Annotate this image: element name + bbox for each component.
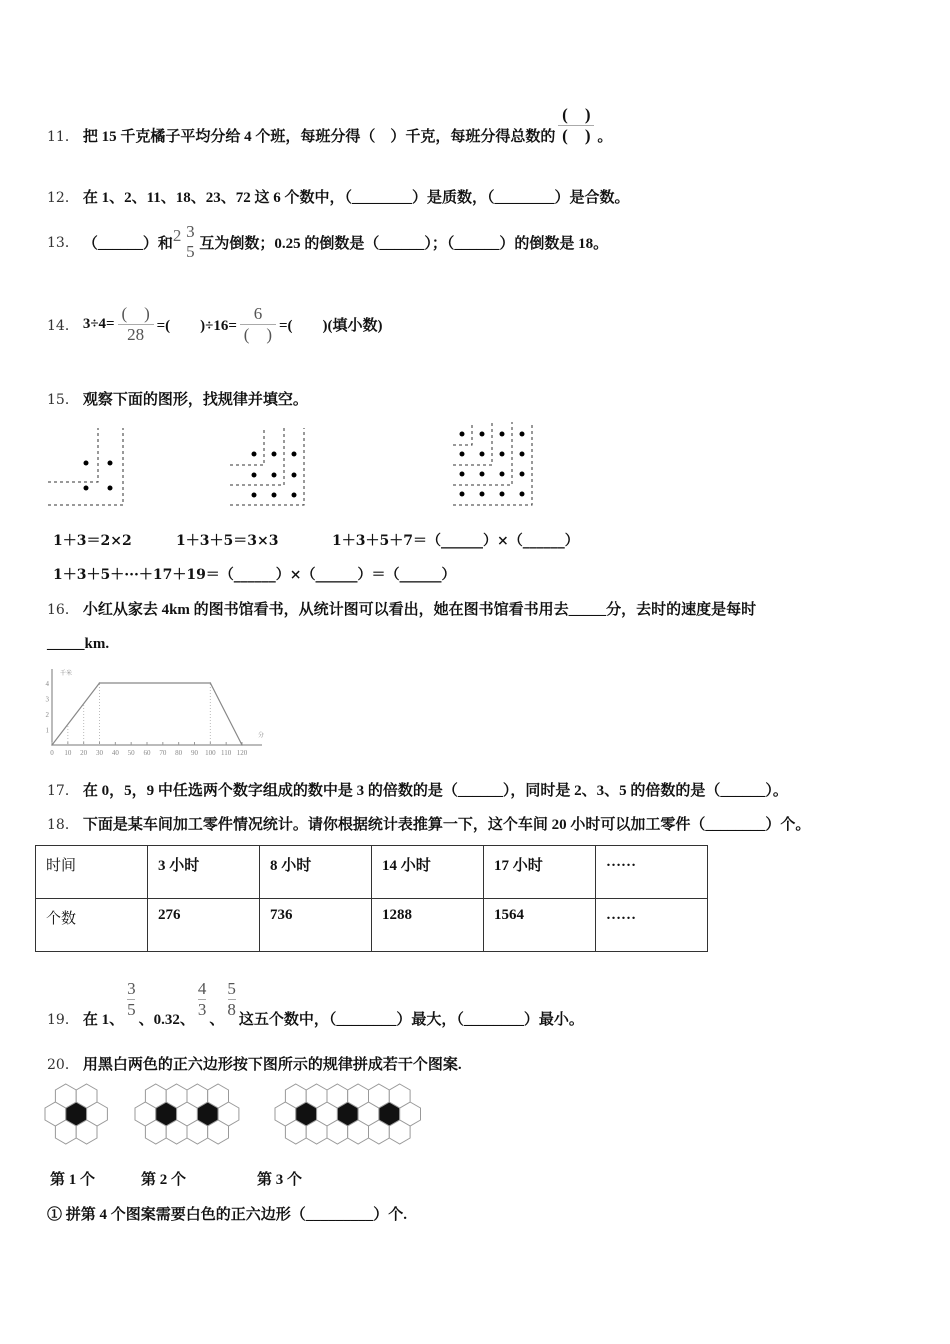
question-text: 互为倒数；0.25 的倒数是（______）；（______）的倒数是 18。	[199, 235, 609, 252]
equation: 1＋3＝2×2	[53, 533, 132, 549]
fraction	[227, 979, 236, 1020]
dot	[500, 452, 505, 457]
table-cell: 736	[260, 899, 372, 952]
question-text: 小红从家去 4km 的图书馆看书，从统计图可以看出，她在图书馆看书用去_____分，去时的速度是每时	[82, 602, 757, 618]
table-cell: ……	[596, 899, 708, 952]
dot	[520, 452, 525, 457]
question-text: 、0.32、	[138, 1012, 195, 1028]
question-text: 用黑白两色的正六边形按下图所示的规律拼成若干个图案.	[82, 1057, 462, 1073]
denominator: 5	[127, 1000, 136, 1019]
table-cell: 14 小时	[372, 846, 484, 899]
x-tick-label: 100	[205, 749, 216, 755]
question-text: （______）和	[82, 235, 173, 252]
question-16	[47, 598, 756, 619]
question-12	[47, 186, 630, 207]
dot-figure-2	[230, 428, 304, 505]
question-number: 20．	[47, 1056, 79, 1073]
equation: 1＋3＋5＝3×3	[176, 533, 279, 549]
question-text: =( )(填小数)	[278, 318, 383, 334]
fraction-blank	[118, 304, 154, 345]
denominator: ( )	[243, 325, 273, 344]
question-17	[47, 779, 788, 800]
pattern-labels	[50, 1168, 302, 1189]
question-text: 下面是某车间加工零件情况统计。请你根据统计表推算一下，这个车间 20 小时可以加工零件（________）个。	[82, 817, 811, 833]
x-tick-label: 70	[159, 749, 167, 755]
question-text: 在 0，5，9 中任选两个数字组成的数中是 3 的倍数的是（______），同时是 2、3、5 的倍数的是（______）。	[82, 783, 788, 799]
x-tick-label: 90	[191, 749, 198, 755]
punctuation: 。	[597, 129, 613, 145]
x-tick-label: 20	[80, 749, 88, 755]
y-tick-label: 3	[45, 695, 49, 704]
numerator: 3	[127, 979, 136, 998]
equation: 1＋3＋5＋···＋17＋19＝（______）×（______）＝（______）	[53, 567, 456, 583]
table-cell: ……	[596, 846, 708, 899]
pattern-label: 第 3 个	[257, 1172, 303, 1188]
y-tick-label: 2	[45, 711, 49, 719]
question-number: 14．	[47, 317, 79, 334]
question-text: _____km.	[47, 636, 110, 652]
pattern-equations-row-2	[53, 564, 456, 584]
question-number: 12．	[47, 189, 79, 206]
pattern-label: 第 2 个	[141, 1172, 187, 1188]
data-point	[99, 682, 101, 684]
dot	[500, 472, 505, 477]
pattern-equations-row-1	[53, 530, 579, 550]
data-point	[51, 744, 53, 746]
dot	[460, 492, 465, 497]
question-text: 在 1、2、11、18、23、72 这 6 个数中，（________）是质数，（________）是合数。	[82, 190, 630, 206]
denominator: ( )	[562, 126, 591, 145]
x-tick-label: 80	[175, 749, 183, 755]
question-text: 这五个数中，（________）最大，（________）最小。	[238, 1012, 584, 1028]
table-cell: 17 小时	[484, 846, 596, 899]
table-cell: 3 小时	[148, 846, 260, 899]
table-cell: 时间	[36, 846, 148, 899]
question-14	[47, 304, 382, 345]
dot	[480, 452, 485, 457]
table-cell: 1288	[372, 899, 484, 952]
question-20-part-1	[47, 1203, 407, 1224]
fraction-blank	[558, 105, 594, 146]
table-cell: 8 小时	[260, 846, 372, 899]
dot	[500, 432, 505, 437]
question-number: 17．	[47, 782, 79, 799]
table-cell: 276	[148, 899, 260, 952]
dot	[460, 472, 465, 477]
fraction	[127, 979, 136, 1020]
numerator: ( )	[121, 304, 150, 323]
numerator: 5	[227, 979, 236, 998]
dot	[500, 492, 505, 497]
dot	[520, 472, 525, 477]
x-tick-label: 60	[143, 749, 151, 755]
x-tick-label: 40	[111, 749, 119, 755]
question-number: 11．	[47, 128, 79, 145]
x-tick-label: 0	[50, 749, 54, 755]
distance-series-line	[52, 683, 242, 745]
dot	[520, 492, 525, 497]
question-text: =( )÷16=	[156, 318, 237, 334]
question-13	[47, 222, 608, 262]
y-axis-label: 千米	[60, 671, 73, 677]
x-axis-label: 分	[258, 733, 265, 739]
dot-pattern-figures	[40, 420, 560, 510]
question-text: 、	[209, 1012, 225, 1028]
question-text: ① 拼第 4 个图案需要白色的正六边形（_________）个.	[47, 1207, 408, 1223]
question-number: 18．	[47, 816, 79, 833]
x-tick-label: 30	[96, 749, 103, 755]
whole-part: 2	[172, 226, 182, 245]
question-text: 把 15 千克橘子平均分给 4 个班，每班分得（ ）千克，每班分得总数的	[82, 129, 556, 145]
question-number: 15．	[47, 391, 79, 408]
numerator: 3	[186, 222, 195, 241]
mixed-number	[173, 222, 200, 262]
table-row	[36, 846, 708, 899]
equation: 1＋3＋5＋7＝（______）×（______）	[332, 533, 579, 549]
dot	[520, 432, 525, 437]
question-text: 观察下面的图形，找规律并填空。	[82, 392, 308, 408]
question-16-continued	[47, 636, 109, 653]
data-point	[241, 744, 243, 746]
denominator: 3	[197, 1000, 207, 1019]
x-tick-label: 50	[127, 749, 135, 755]
table-cell: 1564	[484, 899, 596, 952]
question-11	[47, 105, 613, 146]
dot	[480, 492, 485, 497]
y-tick-label: 4	[45, 680, 49, 688]
question-text: 在 1、	[82, 1012, 125, 1028]
x-tick-label: 110	[221, 749, 232, 755]
question-20	[47, 1053, 462, 1074]
question-19	[47, 970, 584, 1029]
data-point	[210, 682, 212, 684]
denominator: 8	[227, 1000, 236, 1019]
table-cell: 个数	[36, 899, 148, 952]
question-15	[47, 388, 308, 409]
dot	[480, 472, 485, 477]
hexagon-patterns	[40, 1078, 440, 1150]
numerator: 4	[197, 979, 207, 998]
question-number: 13．	[47, 235, 79, 251]
question-18	[47, 813, 810, 834]
dot	[460, 432, 465, 437]
pattern-label: 第 1 个	[50, 1172, 96, 1188]
question-number: 19．	[47, 1011, 79, 1028]
numerator: 6	[253, 304, 263, 323]
denominator: 5	[186, 242, 195, 261]
fraction-blank	[240, 304, 276, 345]
x-tick-label: 10	[64, 749, 72, 755]
denominator: 28	[127, 325, 145, 344]
x-tick-label: 120	[236, 749, 248, 755]
question-number: 16．	[47, 601, 79, 618]
y-tick-label: 1	[45, 726, 49, 735]
fraction	[198, 979, 207, 1020]
table-row	[36, 899, 708, 952]
dot-figure-1	[48, 428, 123, 505]
dot	[480, 432, 485, 437]
question-text: 3÷4=	[82, 316, 115, 332]
production-table	[35, 845, 708, 952]
distance-time-chart	[40, 665, 270, 755]
numerator: ( )	[562, 105, 591, 124]
dot	[460, 452, 465, 457]
dot-figure-3	[453, 422, 532, 505]
